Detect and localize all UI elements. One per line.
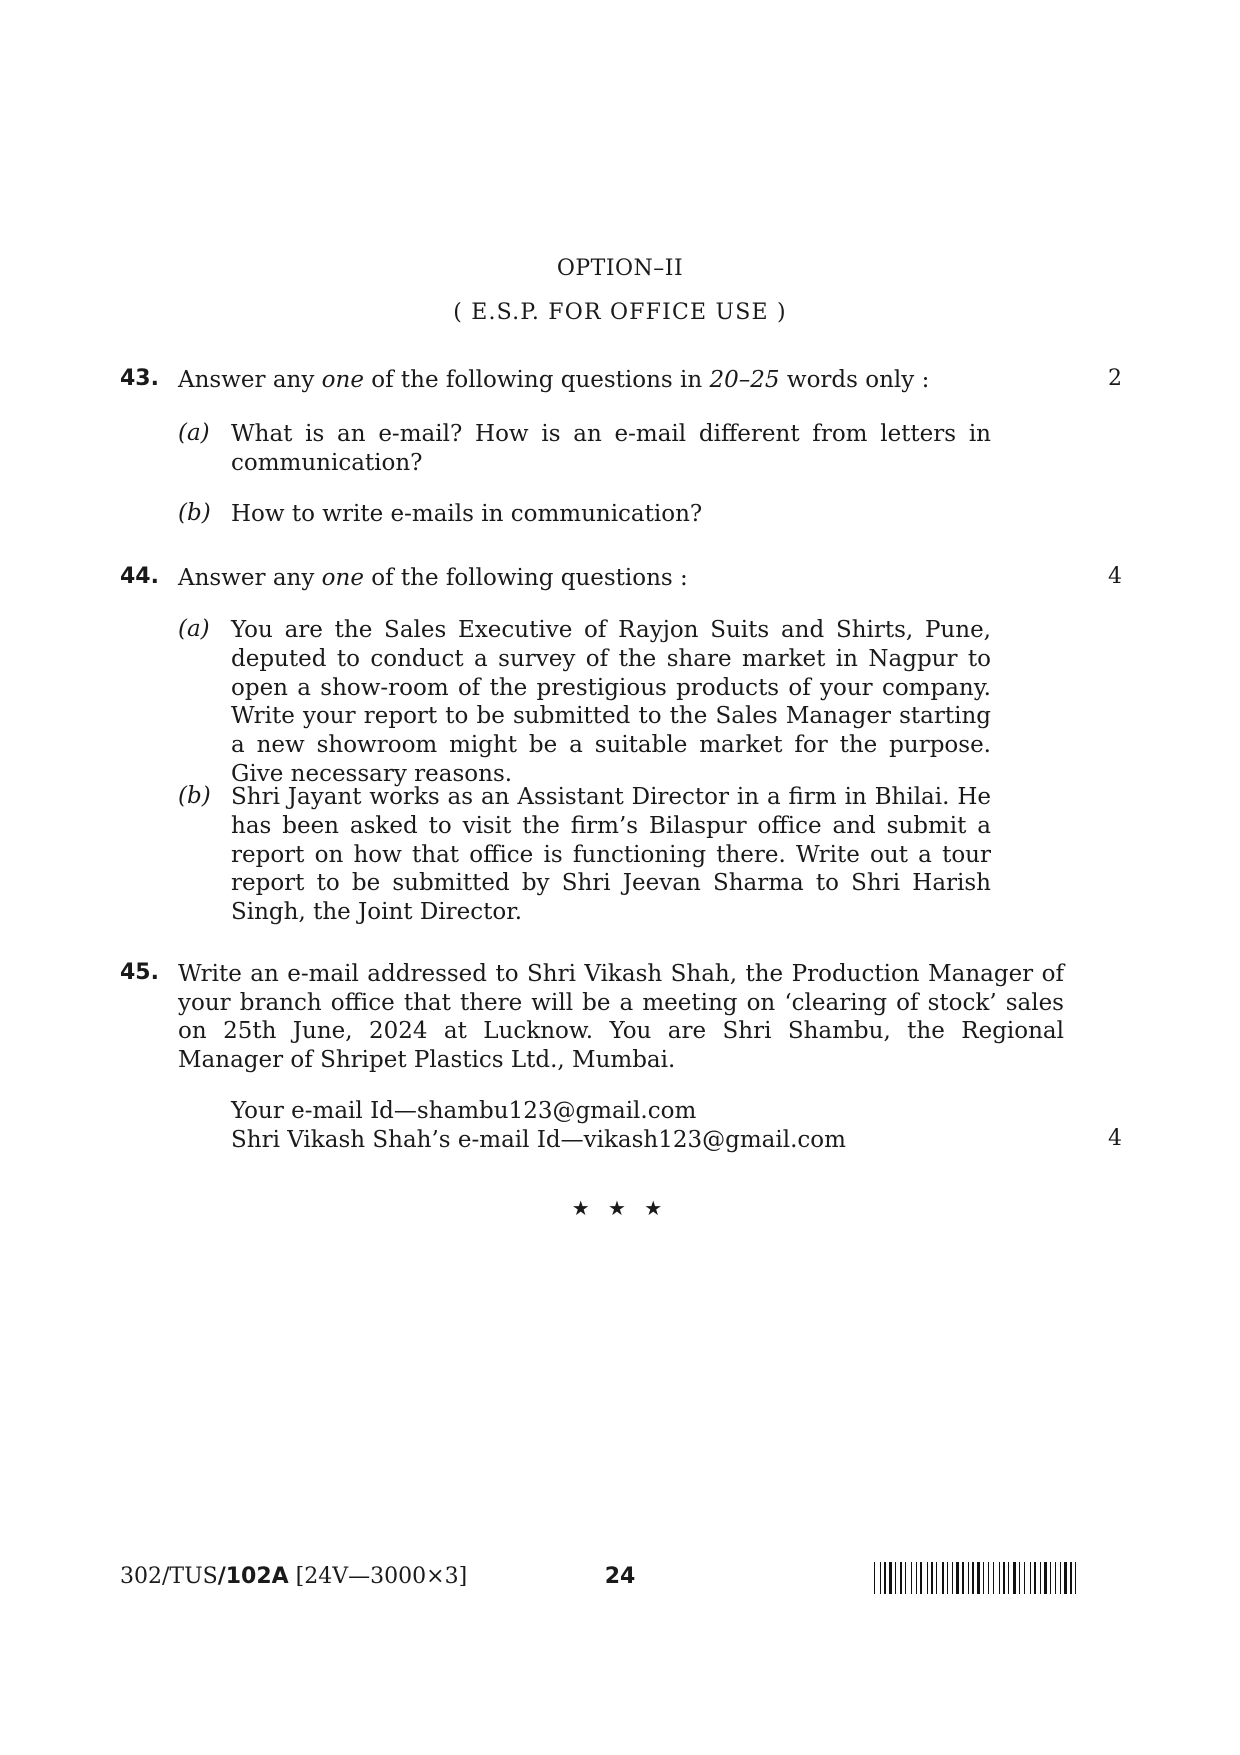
- barcode-icon: [868, 1558, 1130, 1596]
- option-title: OPTION–II: [556, 256, 684, 281]
- sub-label: (a): [178, 420, 210, 446]
- paper-code-suffix: [24V—3000×3]: [288, 1564, 468, 1589]
- sub-text: You are the Sales Executive of Rayjon Suits and Shirts, Pune, deputed to conduct a survey of the share market in Nagpur to open a show-room of the prestigious products of your company. Write your report to be submitted to the Sales Manager starting a new showroom might be a suitable market for the purpose. Give necessary reasons.: [231, 617, 991, 787]
- sub-text: How to write e-mails in communication?: [231, 501, 703, 527]
- prompt-part: Answer any: [178, 367, 322, 393]
- sender-email: Your e-mail Id—shambu123@gmail.com: [231, 1098, 697, 1124]
- prompt-part: of the following questions in: [363, 367, 710, 393]
- paper-code-bold: /102A: [217, 1564, 289, 1589]
- end-of-paper-mark: ★ ★ ★: [571, 1196, 669, 1220]
- marks: 2: [1108, 366, 1122, 391]
- marks: 4: [1108, 1126, 1122, 1151]
- prompt-emphasis: 20–25: [709, 367, 780, 393]
- prompt-part: Answer any: [178, 565, 322, 591]
- question-number: 45.: [120, 960, 159, 985]
- prompt-emphasis: one: [321, 367, 364, 393]
- sub-text: What is an e-mail? How is an e-mail different from letters in communication?: [231, 421, 991, 476]
- prompt-emphasis: one: [321, 565, 364, 591]
- sub-label: (b): [178, 783, 211, 809]
- recipient-email: Shri Vikash Shah’s e-mail Id—vikash123@gmail.com: [231, 1126, 846, 1153]
- sub-text: Shri Jayant works as an Assistant Director in a firm in Bhilai. He has been asked to visit the firm’s Bilaspur office and submit a report on how that office is functioning there. Write out a tour report to be submitted by Shri Jeevan Sharma to Shri Harish Singh, the Joint Director.: [231, 784, 991, 926]
- question-number: 43.: [120, 366, 159, 391]
- question-prompt: Write an e-mail addressed to Shri Vikash Shah, the Production Manager of your branch office that there will be a meeting on ‘clearing of stock’ sales on 25th June, 2024 at Lucknow. You are Shri Shambu, the Regional Manager of Shripet Plastics Ltd., Mumbai.: [178, 961, 1064, 1073]
- sub-label: (a): [178, 616, 210, 642]
- sub-label: (b): [178, 500, 211, 526]
- option-subtitle: ( E.S.P. FOR OFFICE USE ): [453, 300, 787, 325]
- question-prompt: [178, 564, 990, 593]
- email-ids: [231, 1097, 846, 1155]
- question-number: 44.: [120, 564, 159, 589]
- prompt-part: of the following questions :: [363, 565, 688, 591]
- prompt-part: words only :: [779, 367, 930, 393]
- question-prompt: [178, 366, 990, 395]
- page-number: 24: [604, 1564, 636, 1589]
- marks: 4: [1108, 564, 1122, 589]
- paper-code-prefix: 302/TUS: [120, 1564, 218, 1589]
